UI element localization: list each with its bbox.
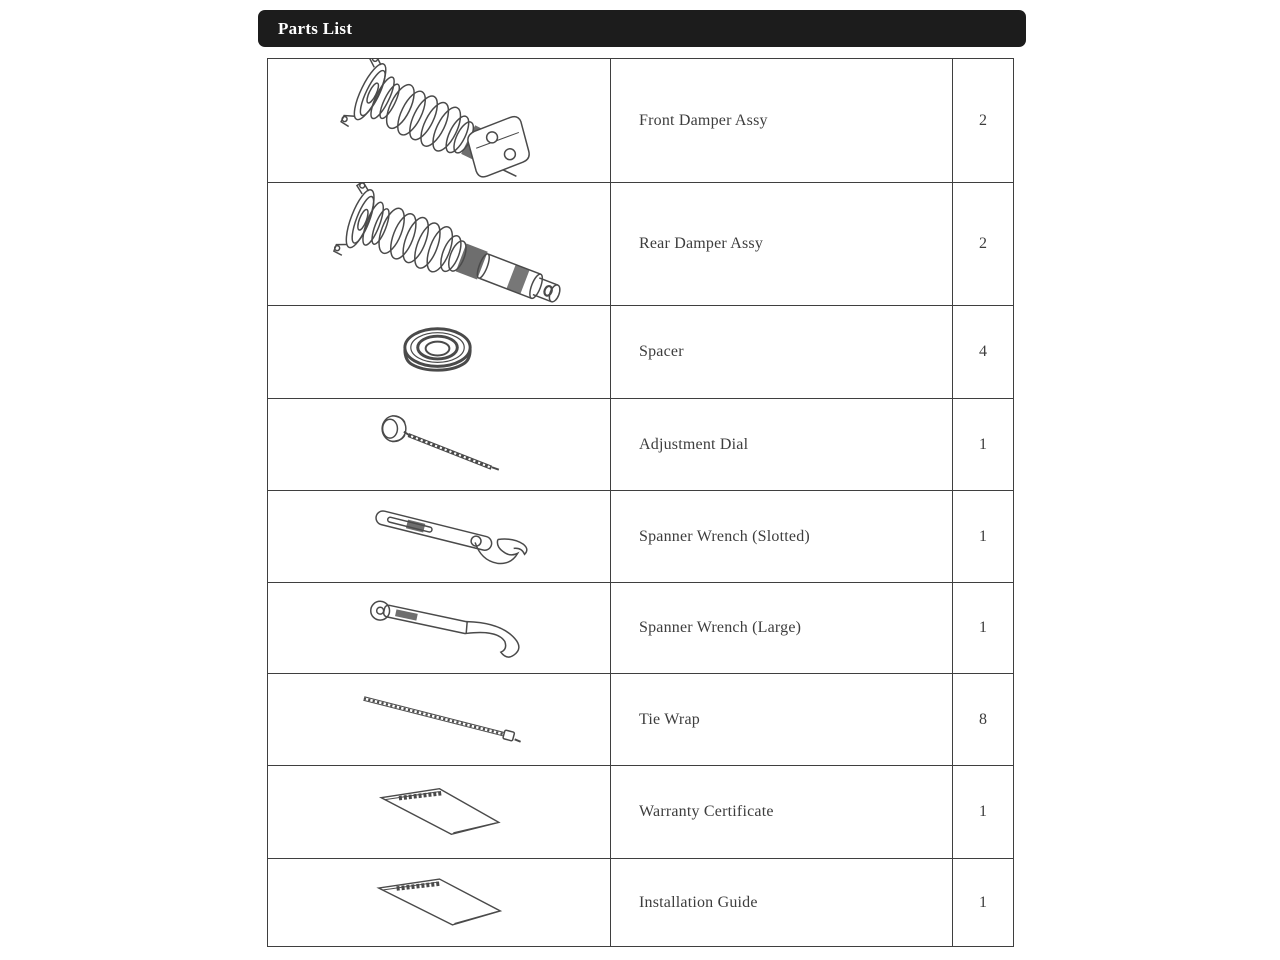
part-qty: 8 — [953, 674, 1013, 766]
part-name: Spacer — [611, 306, 953, 399]
part-name: Adjustment Dial — [611, 399, 953, 491]
part-name: Tie Wrap — [611, 674, 953, 766]
adjustment-dial-icon — [268, 399, 610, 490]
installation-guide-icon — [268, 859, 610, 946]
part-name: Spanner Wrench (Slotted) — [611, 491, 953, 583]
spanner-wrench-slotted-icon — [268, 491, 610, 582]
part-illustration-cell — [268, 399, 611, 491]
part-qty: 4 — [953, 306, 1013, 399]
part-name: Installation Guide — [611, 859, 953, 946]
part-illustration-cell — [268, 674, 611, 766]
part-illustration-cell — [268, 183, 611, 306]
part-illustration-cell — [268, 583, 611, 674]
part-illustration-cell — [268, 59, 611, 183]
part-name: Front Damper Assy — [611, 59, 953, 183]
part-qty: 1 — [953, 491, 1013, 583]
spanner-wrench-large-icon — [268, 583, 610, 673]
parts-table — [267, 58, 1014, 947]
part-illustration-cell — [268, 491, 611, 583]
parts-list-header — [258, 10, 1026, 47]
part-qty: 1 — [953, 583, 1013, 674]
part-name: Warranty Certificate — [611, 766, 953, 859]
front-damper-assy-icon — [268, 59, 610, 182]
part-qty: 2 — [953, 183, 1013, 306]
part-qty: 1 — [979, 893, 987, 911]
part-qty: 1 — [953, 766, 1013, 859]
part-illustration-cell — [268, 766, 611, 859]
part-illustration-cell — [268, 859, 611, 946]
rear-damper-assy-icon — [268, 183, 610, 305]
part-qty: 1 — [953, 399, 1013, 491]
part-name: Spanner Wrench (Large) — [611, 583, 953, 674]
page-title: Parts List — [278, 18, 353, 38]
part-illustration-cell — [268, 306, 611, 399]
warranty-certificate-icon — [268, 766, 610, 858]
tie-wrap-icon — [268, 674, 610, 765]
part-qty: 2 — [953, 59, 1013, 183]
part-name: Rear Damper Assy — [611, 183, 953, 306]
spacer-icon — [268, 306, 610, 398]
